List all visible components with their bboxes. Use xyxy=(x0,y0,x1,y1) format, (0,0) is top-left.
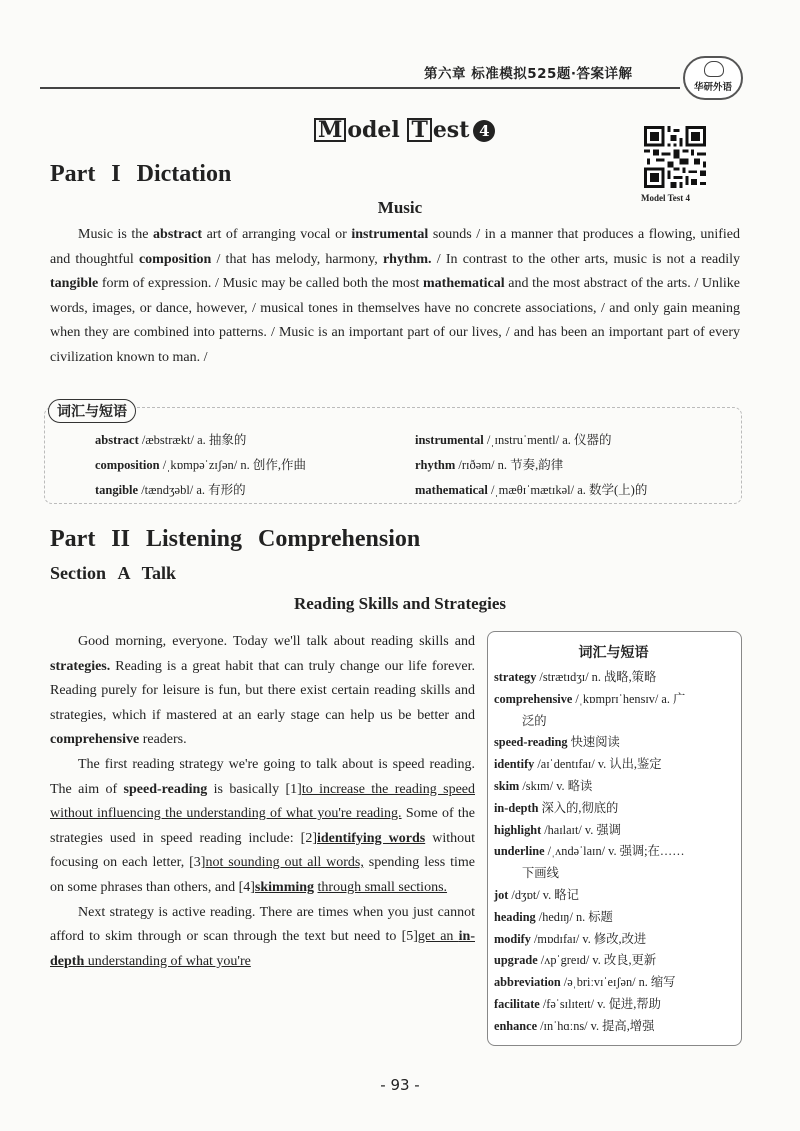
vocab-item xyxy=(95,455,306,473)
vocab-item xyxy=(95,480,246,498)
side-vocab-word: heading xyxy=(494,909,536,924)
passage-text: / that has melody, harmony, xyxy=(211,251,383,267)
answer-text: through small sections. xyxy=(317,879,448,895)
side-vocab-item xyxy=(494,754,739,776)
passage-text: form of expression. / Music may be called both the most xyxy=(98,276,424,292)
passage-text: Next strategy is active reading. There are times when you just cannot afford to skim through or scan through the text but need to [5] xyxy=(50,904,475,945)
vocab-word: abstract xyxy=(95,433,139,447)
qr-code-icon[interactable] xyxy=(644,126,706,188)
keyword-text: comprehensive xyxy=(50,732,140,748)
vocab-item xyxy=(415,430,612,448)
answer-text: to increase the reading speed without influencing the understanding of what you're reading. xyxy=(50,781,475,822)
dictation-paragraph xyxy=(50,223,740,371)
side-vocab-definition: /strætɪdʒɪ/ n. 战略,策略 xyxy=(536,670,657,684)
side-vocab-definition: /mɒdɪfaɪ/ v. 修改,改进 xyxy=(530,931,647,946)
side-vocab-word: comprehensive xyxy=(494,691,573,706)
publisher-logo xyxy=(683,56,743,100)
side-vocab-definition: /dʒɒt/ v. 略记 xyxy=(508,887,579,902)
side-vocab-list xyxy=(494,667,739,1038)
title-letter-t: T xyxy=(407,118,431,142)
vocab-item xyxy=(415,480,647,498)
side-vocab-item xyxy=(494,994,739,1016)
vocab-word: tangible xyxy=(95,483,139,497)
model-test-title xyxy=(314,117,495,143)
answer-text: understanding of what you're xyxy=(84,953,251,969)
side-vocab-definition: 深入的,彻底的 xyxy=(538,800,619,815)
side-vocab-item xyxy=(494,798,739,820)
side-vocab-definition: /ˌkɒmprɪˈhensɪv/ a. 广 xyxy=(572,691,686,706)
side-vocab-word: speed-reading xyxy=(494,735,568,750)
vocab-word: composition xyxy=(95,458,160,472)
side-vocab-item xyxy=(494,972,739,994)
side-vocab-item xyxy=(494,689,739,711)
vocab-definition: /ˌmæθɪˈmætɪkəl/ a. 数学(上)的 xyxy=(487,483,648,497)
side-vocab-title: 词汇与短语 xyxy=(578,645,649,661)
vocab-definition: /rɪðəm/ n. 节奏,韵律 xyxy=(455,458,564,472)
side-vocab-word: jot xyxy=(494,887,509,902)
vocab-item xyxy=(415,455,563,473)
vocab-item xyxy=(95,430,246,448)
section-heading: Section A Talk xyxy=(50,563,177,583)
answer-text: skimming xyxy=(254,879,315,895)
frog-icon xyxy=(704,61,724,77)
talk-passage xyxy=(50,630,475,974)
side-vocab-word: in-depth xyxy=(494,800,539,815)
side-vocab-item xyxy=(494,863,739,885)
passage-text: The first reading strategy we're going to talk about is speed reading. The aim of xyxy=(50,756,475,797)
keyword-text: tangible xyxy=(50,276,99,292)
keyword-text: speed-reading xyxy=(123,781,208,797)
answer-text: not sounding out all words, xyxy=(205,855,364,871)
keyword-text: composition xyxy=(138,251,212,267)
keyword-text: instrumental xyxy=(351,227,429,242)
dictation-title: Music xyxy=(377,198,423,217)
side-vocab-word: underline xyxy=(494,844,545,859)
passage-text: spending less time on some phrases than others, and [4] xyxy=(50,855,475,895)
talk-paragraph xyxy=(50,753,475,901)
side-vocab-word: abbreviation xyxy=(494,975,561,990)
passage-text: Some of the strategies used in speed reading include: [2] xyxy=(50,806,476,846)
side-vocab-item xyxy=(494,907,739,929)
passage-text: sounds / in a manner that produces a flowing, unified and thoughtful xyxy=(50,227,740,267)
vocab-word: instrumental xyxy=(415,433,484,447)
side-vocab-word: upgrade xyxy=(494,953,538,968)
passage-text: and the most abstract of the arts. / Unlike words, images, or dance, however, / musical tones in themselves have no concrete associations, / and only gain meaning when they are combined into patterns. / Music is an important part of our lives, / and has been an important part of every civilization known to man. / xyxy=(50,276,740,365)
passage-text: readers. xyxy=(139,732,187,748)
title-letter-m: M xyxy=(314,118,346,142)
side-vocab-item xyxy=(494,841,739,863)
side-vocab-definition: /ˌʌndəˈlaɪn/ v. 强调;在…… xyxy=(544,844,685,859)
header-rule xyxy=(40,87,680,89)
keyword-text: mathematical xyxy=(423,276,505,292)
side-vocab-item xyxy=(494,1016,739,1038)
vocab-definition: /tændʒəbl/ a. 有形的 xyxy=(138,483,246,497)
keyword-text: rhythm. xyxy=(382,251,432,267)
talk-paragraph xyxy=(50,630,475,753)
side-vocab-word: strategy xyxy=(494,670,537,684)
talk-paragraph xyxy=(50,901,475,975)
chapter-header: 第六章 标准模拟525题·答案详解 xyxy=(424,66,633,82)
title-word-est: est xyxy=(432,117,470,143)
part2-heading: Part II Listening Comprehension xyxy=(50,526,421,552)
answer-text: in-depth xyxy=(50,929,475,969)
side-vocab-definition: /ʌpˈgreɪd/ v. 改良,更新 xyxy=(537,953,657,968)
passage-text: is basically [1] xyxy=(207,781,302,797)
side-vocab-definition: /aɪˈdentɪfaɪ/ v. 认出,鉴定 xyxy=(534,757,662,772)
side-vocab-word: enhance xyxy=(494,1018,538,1033)
side-vocab-word: modify xyxy=(494,931,531,946)
passage-text: Music is the xyxy=(78,227,154,242)
side-vocab-item xyxy=(494,667,739,689)
side-vocab-word: highlight xyxy=(494,822,542,837)
side-vocab-word: facilitate xyxy=(494,996,540,1011)
vocab-word: mathematical xyxy=(415,483,488,497)
passage-text: without focusing on each letter, [3] xyxy=(50,830,476,871)
vocab-definition: /æbstrækt/ a. 抽象的 xyxy=(138,433,247,447)
side-vocab-definition: /haɪlaɪt/ v. 强调 xyxy=(541,822,621,837)
dictation-passage xyxy=(50,223,740,371)
keyword-text: abstract xyxy=(153,227,203,242)
side-vocab-word: skim xyxy=(494,778,520,793)
vocab-title: 词汇与短语 xyxy=(48,399,136,423)
side-vocab-item xyxy=(494,929,739,951)
page-number: - 93 - xyxy=(380,1076,420,1094)
side-vocab-definition: /əˌbriːvɪˈeɪʃən/ n. 缩写 xyxy=(560,975,676,990)
vocab-definition: /ˌkɒmpəˈzɪʃən/ n. 创作,作曲 xyxy=(159,458,307,472)
title-word-odel: odel xyxy=(347,117,408,143)
keyword-text: strategies. xyxy=(50,658,111,674)
vocab-definition: /ˌɪnstruˈmentl/ a. 仪器的 xyxy=(483,433,612,447)
side-vocab-definition: /ɪnˈhɑːns/ v. 提高,增强 xyxy=(537,1018,655,1033)
side-vocab-item xyxy=(494,885,739,907)
answer-text: identifying words xyxy=(317,830,426,846)
side-vocab-definition: /fəˈsɪlɪteɪt/ v. 促进,帮助 xyxy=(539,996,661,1011)
talk-title: Reading Skills and Strategies xyxy=(293,594,507,613)
side-vocab-item xyxy=(494,732,739,754)
passage-text: Reading is a great habit that can truly change our life forever. Reading purely for leisure is fun, but there exist certain reading skills and strategies, which if mastered at an early stage can help us be better and xyxy=(50,658,475,723)
side-vocab-item xyxy=(494,711,739,733)
passage-text: Good morning, everyone. Today we'll talk about reading skills and xyxy=(78,634,475,649)
answer-text: get an xyxy=(417,929,459,945)
side-vocab-definition: /hedɪŋ/ n. 标题 xyxy=(535,909,613,924)
vocab-word: rhythm xyxy=(415,458,456,472)
side-vocab-definition: 泛的 xyxy=(522,713,547,728)
side-vocab-definition: 下画线 xyxy=(522,866,559,881)
passage-text: art of arranging vocal or xyxy=(202,227,352,242)
side-vocab-item xyxy=(494,776,739,798)
passage-text: / In contrast to the other arts, music is not a readily xyxy=(431,251,740,267)
qr-label: Model Test 4 xyxy=(641,193,691,203)
side-vocab-item xyxy=(494,820,739,842)
side-vocab-definition: /skɪm/ v. 略读 xyxy=(519,778,593,793)
side-vocab-definition: 快速阅读 xyxy=(567,735,620,750)
side-vocab-word: identify xyxy=(494,757,535,772)
side-vocab-item xyxy=(494,950,739,972)
logo-text: 华研外语 xyxy=(693,82,732,93)
test-number-badge: 4 xyxy=(473,120,495,142)
part1-heading: Part I Dictation xyxy=(50,161,232,187)
